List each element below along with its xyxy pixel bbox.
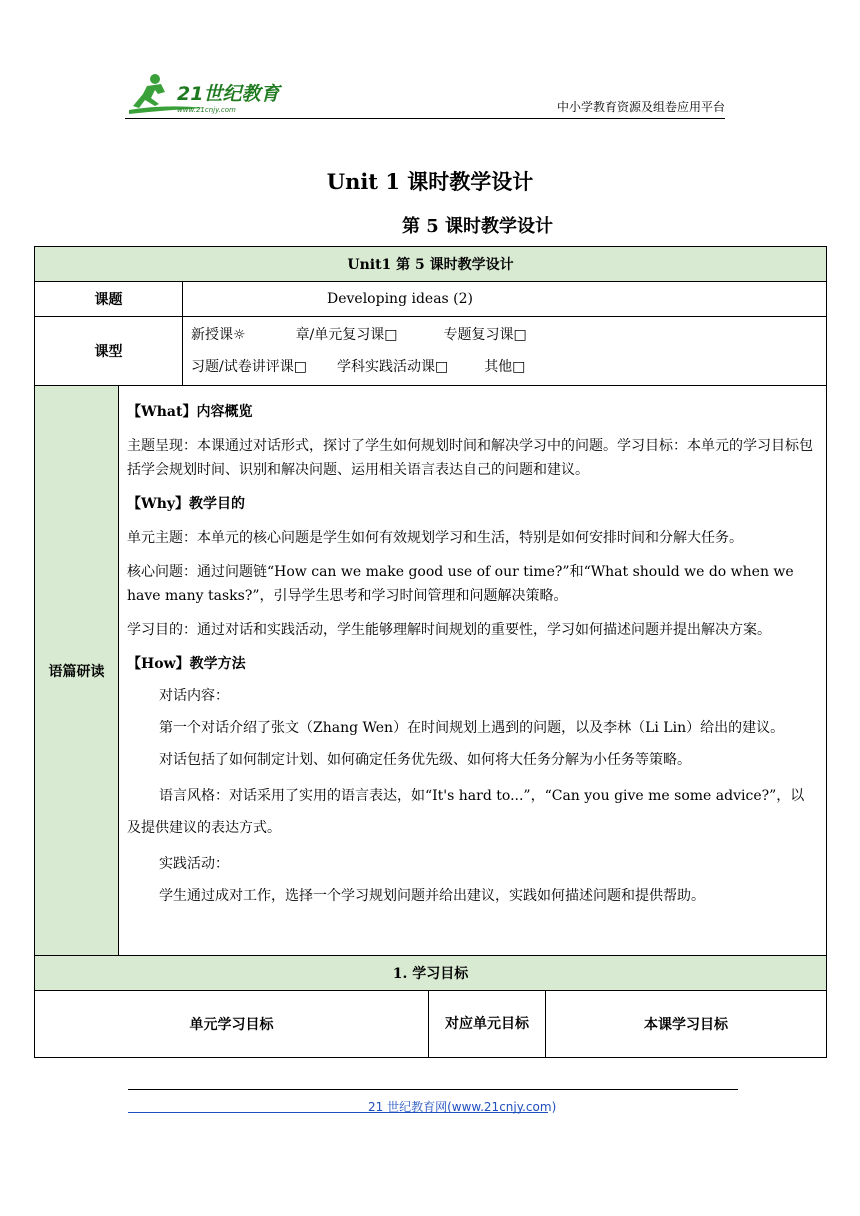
lesson-plan-table [34, 246, 827, 1058]
topic-label: 课题 [35, 282, 183, 317]
type-options [183, 317, 827, 386]
topic-value: Developing ideas (2) [183, 282, 827, 317]
svg-text:www.21cnjy.com: www.21cnjy.com [177, 106, 236, 114]
how-heading: 【How】教学方法 [127, 656, 246, 672]
type-option-exercise: 习题/试卷讲评课□ [191, 359, 307, 375]
type-option-new: 新授课☼ [191, 327, 246, 343]
how-paragraph-4: 语言风格：对话采用了实用的语言表达，如“It's hard to...”，“Can you give me some advice?”，以及提供建议的表达方式。 [127, 788, 805, 836]
how-paragraph-5: 实践活动： [159, 856, 229, 872]
goals-heading: 1. 学习目标 [35, 956, 827, 991]
page-title: Unit 1 课时教学设计 [326, 169, 534, 194]
type-option-topic-review: 专题复习课□ [443, 327, 527, 343]
how-paragraph-2: 第一个对话介绍了张文（Zhang Wen）在时间规划上遇到的问题，以及李林（Li Lin）给出的建议。 [159, 720, 785, 736]
what-text: 主题呈现：本课通过对话形式，探讨了学生如何规划时间和解决学习中的问题。学习目标：本单元的学习目标包括学会规划时间、识别和解决问题、运用相关语言表达自己的问题和建议。 [127, 438, 813, 478]
how-paragraph-1: 对话内容： [159, 688, 229, 704]
why-paragraph-3: 学习目的：通过对话和实践活动，学生能够理解时间规划的重要性，学习如何描述问题并提出解决方案。 [127, 622, 771, 638]
why-paragraph-1: 单元主题：本单元的核心问题是学生如何有效规划学习和生活，特别是如何安排时间和分解大任务。 [127, 530, 743, 546]
svg-text:21世纪教育: 21世纪教育 [177, 83, 280, 105]
how-paragraph-6: 学生通过成对工作，选择一个学习规划问题并给出建议，实践如何描述问题和提供帮助。 [159, 888, 705, 904]
page-subtitle: 第 5 课时教学设计 [402, 216, 554, 237]
platform-label: 中小学教育资源及组卷应用平台 [556, 100, 725, 114]
footer-link[interactable]: 21 世纪教育网(www.21cnjy.com) [368, 1100, 557, 1114]
col-corresponding-goals: 对应单元目标 [429, 991, 546, 1058]
what-heading: 【What】内容概览 [127, 404, 253, 420]
col-unit-goals: 单元学习目标 [35, 991, 429, 1058]
col-lesson-goals: 本课学习目标 [546, 991, 827, 1058]
type-option-practice: 学科实践活动课□ [336, 359, 449, 375]
table-heading: Unit1 第 5 课时教学设计 [35, 247, 827, 282]
why-paragraph-2: 核心问题：通过问题链“How can we make good use of our time?”和“What should we do when we have many tasks?”，引导学生思考和学习时间管理和问题解决策略。 [127, 564, 794, 604]
how-paragraph-3: 对话包括了如何制定计划、如何确定任务优先级、如何将大任务分解为小任务等策略。 [159, 752, 691, 768]
type-option-other: 其他□ [484, 359, 526, 375]
analysis-content [119, 386, 827, 956]
why-heading: 【Why】教学目的 [127, 496, 246, 512]
type-option-unit-review: 章/单元复习课□ [295, 327, 398, 343]
type-label: 课型 [35, 317, 183, 386]
page-header [125, 70, 725, 119]
footer-divider [128, 1089, 738, 1090]
analysis-label: 语篇研读 [35, 386, 119, 956]
logo [125, 70, 295, 116]
